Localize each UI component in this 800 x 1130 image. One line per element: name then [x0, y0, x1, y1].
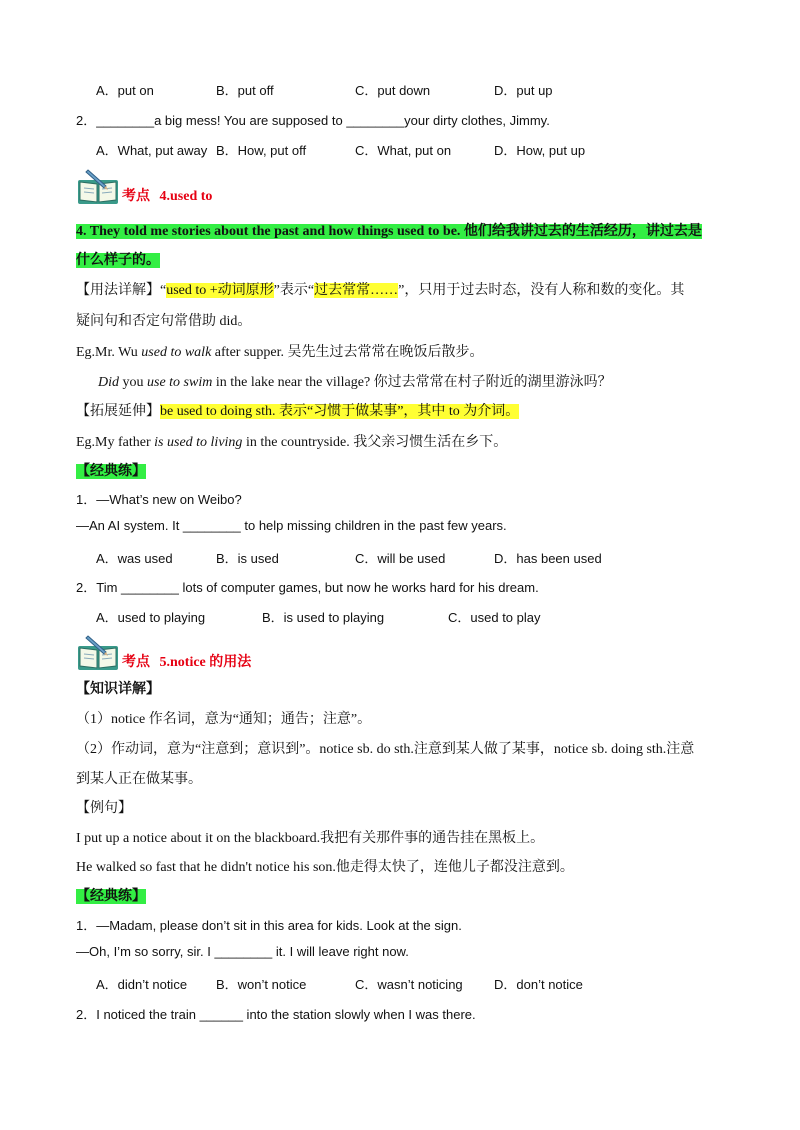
usage-highlight: used to +动词原形 — [166, 283, 274, 298]
question-stem: 2．Tim ________ lots of computer games, but now he works hard for his dream. — [76, 580, 539, 595]
usage-tag: 【用法详解】 — [76, 283, 160, 298]
option-b: B．put off — [216, 83, 274, 98]
example-sentence: Did you use to swim in the lake near the village? 你过去常常在村子附近的湖里游泳吗？ — [98, 375, 612, 390]
option-d: D．don’t notice — [494, 977, 583, 992]
practice-tag: 【经典练】 — [76, 464, 146, 479]
practice-tag: 【经典练】 — [76, 889, 146, 904]
usage-explanation: 【用法详解】“used to +动词原形”表示“过去常常……”，只用于过去时态，没有人称和数的变化。其 — [76, 283, 685, 298]
key-sentence-line2: 什么样子的。 — [76, 253, 160, 268]
option-b: B．How, put off — [216, 143, 307, 158]
option-a: A．What, put away — [96, 143, 208, 158]
extension-tag: 【拓展延伸】 — [76, 404, 160, 419]
example-sentence: I put up a notice about it on the blackboard.我把有关那件事的通告挂在黑板上。 — [76, 831, 545, 846]
question-stem: 2．________a big mess! You are supposed to ________your dirty clothes, Jimmy. — [76, 113, 550, 128]
option-a: A．was used — [96, 551, 173, 566]
option-a: A．used to playing — [96, 610, 206, 625]
extension-note — [76, 400, 740, 420]
option-d: D．put up — [494, 83, 553, 98]
option-c: C．wasn’t noticing — [355, 977, 463, 992]
question-stem: —Oh, I’m so sorry, sir. I ________ it. I will leave right now. — [76, 944, 409, 959]
option-c: C．What, put on — [355, 143, 452, 158]
option-b: B．is used to playing — [262, 610, 385, 625]
question-stem: 2．I noticed the train ______ into the station slowly when I was there. — [76, 1007, 476, 1022]
extension-highlight: be used to doing sth. 表示“习惯于做某事”，其中 to 为介词。 — [160, 404, 520, 419]
usage-highlight: 过去常常…… — [314, 283, 399, 298]
key-point-label: 考点 — [122, 189, 150, 204]
option-c: C．will be used — [355, 551, 446, 566]
book-pencil-icon — [76, 632, 120, 672]
option-d: D．has been used — [494, 551, 602, 566]
example-sentence: Eg.My father is used to living in the countryside. 我父亲习惯生活在乡下。 — [76, 435, 508, 450]
example-tag: 【例句】 — [76, 801, 132, 816]
question-stem: —An AI system. It ________ to help missing children in the past few years. — [76, 518, 507, 533]
option-d: D．How, put up — [494, 143, 586, 158]
usage-explanation-line2: 疑问句和否定句常借助 did。 — [76, 314, 252, 329]
knowledge-tag: 【知识详解】 — [76, 682, 160, 697]
key-sentence-line1: 4. They told me stories about the past and how things used to be. 他们给我讲过去的生活经历，讲过去是 — [76, 224, 702, 239]
key-point-title: 5.notice 的用法 — [159, 655, 252, 670]
option-a: A．didn’t notice — [96, 977, 188, 992]
knowledge-point-line2: 到某人正在做某事。 — [76, 772, 202, 787]
option-c: C．put down — [355, 83, 431, 98]
option-c: C．used to play — [448, 610, 541, 625]
option-b: B．is used — [216, 551, 279, 566]
key-point-label: 考点 — [122, 655, 150, 670]
question-stem: 1．—What’s new on Weibo? — [76, 492, 242, 507]
example-sentence: Eg.Mr. Wu used to walk after supper. 吴先生过去常常在晚饭后散步。 — [76, 345, 484, 360]
knowledge-point: （1）notice 作名词，意为“通知；通告；注意”。 — [76, 712, 372, 727]
example-sentence: He walked so fast that he didn't notice his son.他走得太快了，连他儿子都没注意到。 — [76, 860, 574, 875]
book-pencil-icon — [76, 166, 120, 206]
question-stem: 1．—Madam, please don’t sit in this area for kids. Look at the sign. — [76, 918, 462, 933]
option-a: A．put on — [96, 83, 154, 98]
option-b: B．won’t notice — [216, 977, 307, 992]
key-point-title: 4.used to — [159, 189, 213, 204]
knowledge-point: （2）作动词，意为“注意到；意识到”。notice sb. do sth.注意到某人做了某事，notice sb. doing sth.注意 — [76, 742, 695, 757]
